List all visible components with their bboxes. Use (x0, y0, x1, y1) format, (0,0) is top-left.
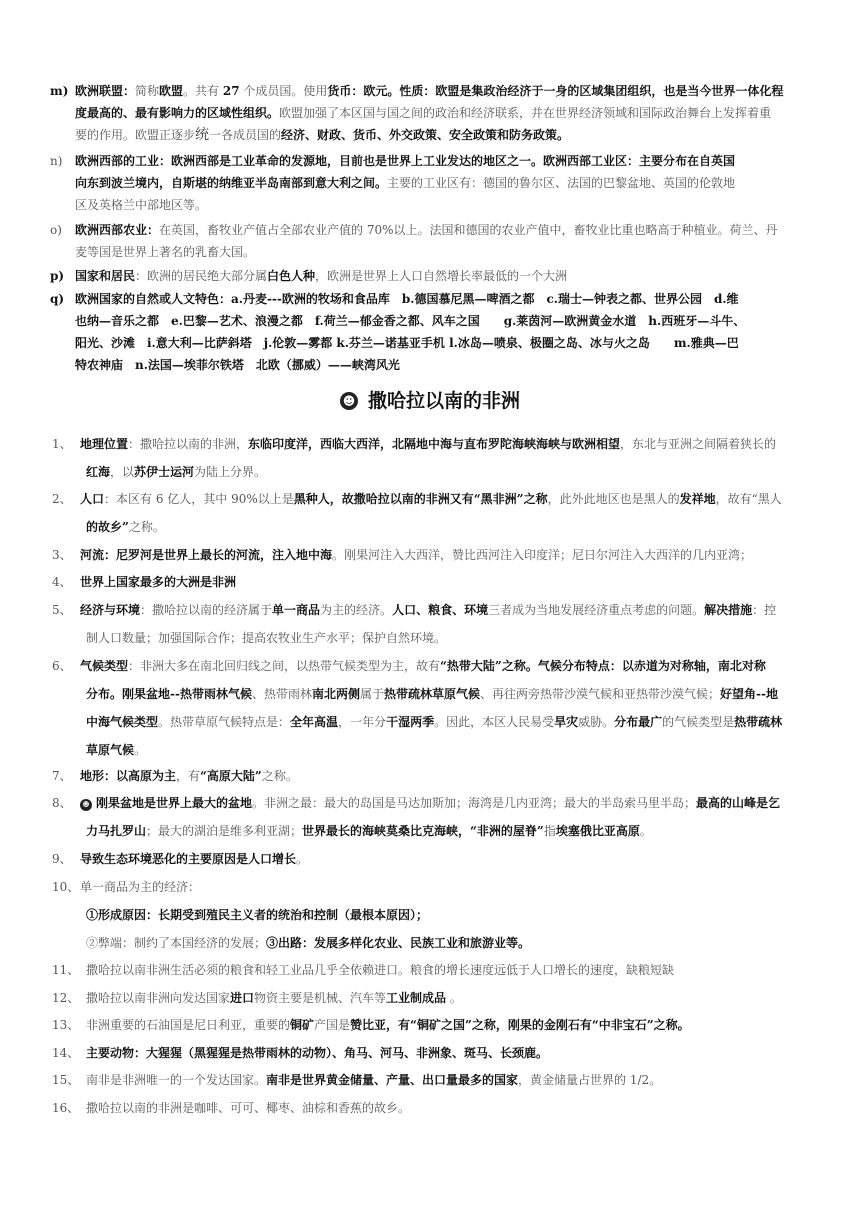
item-marker: 3、 (52, 548, 72, 562)
text-run: 、再往两旁热带沙漠气候和亚热带沙漠气候； (480, 687, 721, 701)
text-run (52, 624, 812, 652)
list-item-6 (52, 652, 812, 764)
text-run: 为陆上分界。 (194, 465, 267, 479)
text-run: 之称。 (261, 769, 298, 783)
item-marker: 2、 (52, 492, 72, 506)
list-item-16 (52, 1094, 812, 1122)
item-marker: 5、 (52, 603, 72, 617)
list-item-7 (52, 762, 812, 790)
text-run: 铜矿 (290, 1018, 315, 1032)
item-marker: 1、 (52, 437, 72, 451)
text-run (52, 596, 812, 624)
text-run (52, 845, 812, 873)
text-run: 特农神庙 n.法国—埃菲尔铁塔 北欧（挪威）——峡湾风光 (75, 358, 400, 372)
text-run: ，以 (110, 465, 135, 479)
text-run: 。因此，本区人民易受 (434, 715, 555, 729)
item-marker: p) (50, 269, 65, 283)
text-run (52, 901, 812, 929)
text-run: ；最大的湖泊是维多利亚湖； (146, 824, 303, 838)
text-run: ，此外此地区也是黑人的 (547, 492, 680, 506)
list-item-5 (52, 596, 812, 652)
text-run: 埃塞俄比亚高原 (555, 824, 640, 838)
text-run: 也纳—音乐之都 e.巴黎—艺术、浪漫之都 f.荷兰—郁金香之都、风车之国 g.莱茵河—欧洲黄金水道 h.西班牙—斗牛、 (75, 314, 746, 328)
text-run: 统 (195, 127, 210, 143)
text-run: 阳光、沙滩 i.意大利—比萨斜塔 j.伦敦—雾都 k.芬兰—诺基亚手机 l.冰岛—喷泉、极圈之岛、冰与火之岛 m.雅典—巴 (75, 336, 739, 350)
text-run: ，黄金储量占世界的 1/2。 (518, 1073, 662, 1087)
text-run: 货币：欧元。性质：欧盟是集政治经济于一身的区域集团组织，也是当今世界一体化程 (327, 84, 784, 98)
text-run: 热带疏林草原气候 (384, 687, 481, 701)
text-run: 主要动物：大猩猩（黑猩猩是热带雨林的动物）、角马、河马、非洲象、斑马、长颈鹿。 (86, 1046, 549, 1060)
text-run: 的气候类型是 (662, 715, 735, 729)
text-run: 欧盟加强了本区国与国之间的政治和经济联系，并在世界经济领域和国际政治舞台上发挥着重 (279, 106, 772, 120)
list-item-10 (52, 873, 812, 957)
text-run (52, 568, 812, 596)
text-run: ：欧洲的居民绝大部分属 (135, 269, 268, 283)
list-item-p (50, 265, 810, 287)
text-run: 撒哈拉以南非洲生活必须的粮食和轻工业品几乎全依赖进口。粮食的增长速度远低于人口增长的速度，缺粮短缺 (86, 963, 675, 977)
text-run: 三者成为当地发展经济重点考虑的问题。 (488, 603, 705, 617)
text-run: ①形成原因：长期受到殖民主义者的统治和控制（最根本原因）； (86, 908, 429, 922)
text-run: ，欧洲是世界上人口自然增长率最低的一个大洲 (315, 269, 568, 283)
text-run: 人口、粮食、环境 (392, 603, 489, 617)
text-run: 属于 (360, 687, 385, 701)
text-run: 南北两侧 (311, 687, 360, 701)
smiley-icon: ☻ (80, 799, 92, 811)
text-run: 向东到波兰境内，自斯堪的纳维亚半岛南部到意大利之间。 (75, 176, 388, 190)
text-run: 一各成员国的 (209, 128, 282, 142)
text-run: 白色人种 (267, 269, 316, 283)
text-run: ②弊端：制约了本国经济的发展； (86, 936, 267, 950)
text-run: 撒哈拉以南的非洲是咖啡、可可、椰枣、油棕和香蕉的故乡。 (86, 1101, 411, 1115)
list-item-o (50, 219, 810, 263)
text-run (52, 873, 812, 901)
text-run (50, 354, 810, 376)
text-run: 进口 (230, 991, 255, 1005)
text-run: ：本区有 6 亿人，其中 90%以上是 (104, 492, 294, 506)
text-run: 旱灾 (554, 715, 579, 729)
text-run (52, 652, 812, 680)
text-run: 麦等国是世界上著名的乳畜大国。 (75, 245, 256, 259)
text-run: 工业制成品 (386, 991, 447, 1005)
text-run: ，有 (176, 769, 201, 783)
text-run (50, 194, 810, 216)
text-run: 中海气候类型 (86, 715, 159, 729)
text-run: 地形：以高原为主 (80, 769, 177, 783)
item-marker: 16、 (52, 1101, 80, 1115)
text-run: 刚果盆地是世界上最大的盆地 (96, 796, 253, 810)
list-item-n (50, 150, 810, 216)
list-item-9 (52, 845, 812, 873)
text-run: ，故有“黑人 (715, 492, 782, 506)
item-marker: 15、 (52, 1073, 80, 1087)
text-run: 指 (543, 824, 556, 838)
text-run (50, 150, 810, 172)
text-run: 红海 (86, 465, 111, 479)
item-marker: o) (50, 223, 62, 237)
text-run: 主要的工业区有：德国的鲁尔区、法国的巴黎盆地、英国的伦敦地 (387, 176, 736, 190)
text-run (52, 1011, 812, 1039)
item-marker: 8、 (52, 796, 72, 810)
text-run: 欧洲国家的自然或人文特色：a.丹麦---欧洲的牧场和食品库 b.德国慕尼黑—啤酒之都 c.瑞士—钟表之都、世界公园 d.维 (75, 292, 739, 306)
text-run: 南非是非洲唯一的一个发达国家。 (86, 1073, 267, 1087)
text-run: 国家和居民 (75, 269, 136, 283)
text-run: 单一商品为主的经济： (80, 880, 201, 894)
list-item-8 (52, 789, 812, 845)
text-run (52, 485, 812, 513)
text-run: 。 (296, 852, 309, 866)
text-run: 热带疏林 (734, 715, 783, 729)
text-run: ，东北与亚洲之间隔着狭长的 (620, 437, 777, 451)
text-run (50, 310, 810, 332)
item-marker: 7、 (52, 769, 72, 783)
text-run: 简称 (135, 84, 160, 98)
item-marker: 12、 (52, 991, 80, 1005)
text-run: 制人口数量；加强国际合作；提高农牧业生产水平；保护自然环境。 (86, 631, 447, 645)
text-run: 。 (639, 824, 652, 838)
list-item-12 (52, 984, 812, 1012)
text-run (52, 956, 812, 984)
text-run: 欧洲联盟： (75, 84, 136, 98)
text-run: 东临印度洋，西临大西洋，北隔地中海与直布罗陀海峡海峡与欧洲相望 (248, 437, 621, 451)
list-item-m (50, 80, 810, 146)
text-run (50, 288, 810, 310)
text-run: 欧盟 (159, 84, 184, 98)
text-run (52, 736, 812, 764)
text-run: 。共有 (183, 84, 223, 98)
text-run: 撒哈拉以南的非洲 (367, 390, 520, 412)
text-run: 干湿两季 (386, 715, 435, 729)
item-marker: n) (50, 154, 63, 168)
item-marker: q) (50, 292, 65, 306)
text-run (52, 513, 812, 541)
text-run (50, 219, 810, 241)
text-run (52, 541, 812, 569)
text-run: 要的作用。欧盟正逐步 (75, 128, 196, 142)
text-run: 力马扎罗山 (86, 824, 147, 838)
text-run: 。刚果河注入大西洋，赞比西河注入印度洋；尼日尔河注入大西洋的几内亚湾； (332, 548, 753, 562)
text-run: 河流：尼罗河是世界上最长的河流，注入地中海 (80, 548, 333, 562)
text-run: 。非洲之最：最大的岛国是马达加斯加；海湾是几内亚湾；最大的半岛索马里半岛； (252, 796, 697, 810)
text-run: 为主的经济。 (320, 603, 393, 617)
item-marker: 9、 (52, 852, 72, 866)
text-run: ：控 (752, 603, 777, 617)
text-run (52, 708, 812, 736)
list-item-3 (52, 541, 812, 569)
text-run: 欧洲西部农业： (75, 223, 160, 237)
text-run: 分布最广 (614, 715, 663, 729)
text-run (52, 1066, 812, 1094)
text-run (50, 172, 810, 194)
text-run: 人口 (80, 492, 105, 506)
text-run: 最高的山峰是乞 (696, 796, 781, 810)
text-run: 。 (446, 991, 462, 1005)
text-run (50, 332, 810, 354)
text-run: ，一年分 (338, 715, 387, 729)
text-run: 在英国，畜牧业产值占全部农业产值的 70%以上。法国和德国的农业产值中，畜牧业比重也略高于种植业。荷兰、丹 (159, 223, 778, 237)
item-marker: 11、 (52, 963, 80, 977)
text-run (52, 1039, 812, 1067)
text-run (52, 929, 812, 957)
item-marker: m) (50, 84, 69, 98)
text-run: 个成员国。使用 (239, 84, 328, 98)
text-run: ：非洲大多在南北回归线之间，以热带气候类型为主，故有 (128, 659, 441, 673)
text-run: 世界上国家最多的大洲是非洲 (80, 575, 237, 589)
text-run: 解决措施 (704, 603, 753, 617)
text-run: 经济与环境 (80, 603, 141, 617)
text-run (52, 1094, 812, 1122)
item-marker: 6、 (52, 659, 72, 673)
text-run: 发祥地 (679, 492, 716, 506)
list-item-1 (52, 430, 812, 486)
item-marker: 13、 (52, 1018, 80, 1032)
text-run: 全年高温 (290, 715, 339, 729)
text-run: 威胁。 (578, 715, 615, 729)
list-item-13 (52, 1011, 812, 1039)
text-run: 地理位置 (80, 437, 129, 451)
text-run (50, 265, 810, 287)
text-run: 好望角--地 (720, 687, 779, 701)
text-run (50, 241, 810, 263)
text-run: 。热带草原气候特点是： (158, 715, 291, 729)
list-item-q (50, 288, 810, 376)
text-run (52, 984, 812, 1012)
text-run: 单一商品 (272, 603, 321, 617)
item-marker: 14、 (52, 1046, 80, 1060)
text-run: 。 (134, 743, 147, 757)
text-run: 黑种人，故撒哈拉以南的非洲又有“黑非洲”之称 (293, 492, 548, 506)
text-run: 之称。 (128, 520, 165, 534)
text-run: 、热带雨林 (251, 687, 312, 701)
text-run: 分布。刚果盆地--热带雨林气候 (86, 687, 252, 701)
text-run (52, 789, 812, 817)
text-run (52, 458, 812, 486)
text-run (52, 762, 812, 790)
text-run: 经济、财政、货币、外交政策、安全政策和防务政策。 (281, 128, 570, 142)
text-run: 区及英格兰中部地区等。 (75, 198, 208, 212)
list-item-14 (52, 1039, 812, 1067)
text-run: ：撒哈拉以南的非洲， (128, 437, 249, 451)
text-run: 27 (222, 84, 240, 98)
item-marker: 10、 (52, 880, 80, 894)
text-run: ：撒哈拉以南的经济属于 (140, 603, 273, 617)
text-run (52, 430, 812, 458)
text-run (52, 680, 812, 708)
text-run: 导致生态环境恶化的主要原因是人口增长 (80, 852, 297, 866)
text-run (50, 102, 810, 124)
list-item-4 (52, 568, 812, 596)
text-run: 欧洲西部的工业：欧洲西部是工业革命的发源地，目前也是世界上工业发达的地区之一。欧洲西部工业区：主要分布在自英国 (75, 154, 736, 168)
text-run (50, 124, 810, 146)
text-run: 苏伊士运河 (134, 465, 195, 479)
text-run: “热带大陆”之称。气候分布特点：以赤道为对称轴，南北对称 (440, 659, 766, 673)
text-run: 的故乡” (86, 520, 129, 534)
text-run: 世界最长的海峡莫桑比克海峡，“非洲的屋脊” (302, 824, 544, 838)
text-run: 产国是 (314, 1018, 351, 1032)
text-run: 南非是世界黄金储量、产量、出口量最多的国家 (266, 1073, 519, 1087)
text-run: 撒哈拉以南非洲向发达国家 (86, 991, 231, 1005)
text-run (50, 80, 810, 102)
list-item-2 (52, 485, 812, 541)
text-run: 气候类型 (80, 659, 129, 673)
text-run: 物资主要是机械、汽车等 (254, 991, 387, 1005)
text-run: 赞比亚，有“铜矿之国”之称，刚果的金刚石有“中非宝石”之称。 (350, 1018, 690, 1032)
text-run: 非洲重要的石油国是尼日利亚，重要的 (86, 1018, 291, 1032)
text-run: “高原大陆” (200, 769, 262, 783)
smiley-icon: ☻ (340, 392, 358, 410)
text-run: ③出路：发展多样化农业、民族工业和旅游业等。 (266, 936, 531, 950)
list-item-11 (52, 956, 812, 984)
item-marker: 4、 (52, 575, 72, 589)
text-run (52, 817, 812, 845)
section-title (0, 386, 860, 413)
text-run: 度最高的、最有影响力的区域性组织。 (75, 106, 280, 120)
text-run: 草原气候 (86, 743, 135, 757)
list-item-15 (52, 1066, 812, 1094)
